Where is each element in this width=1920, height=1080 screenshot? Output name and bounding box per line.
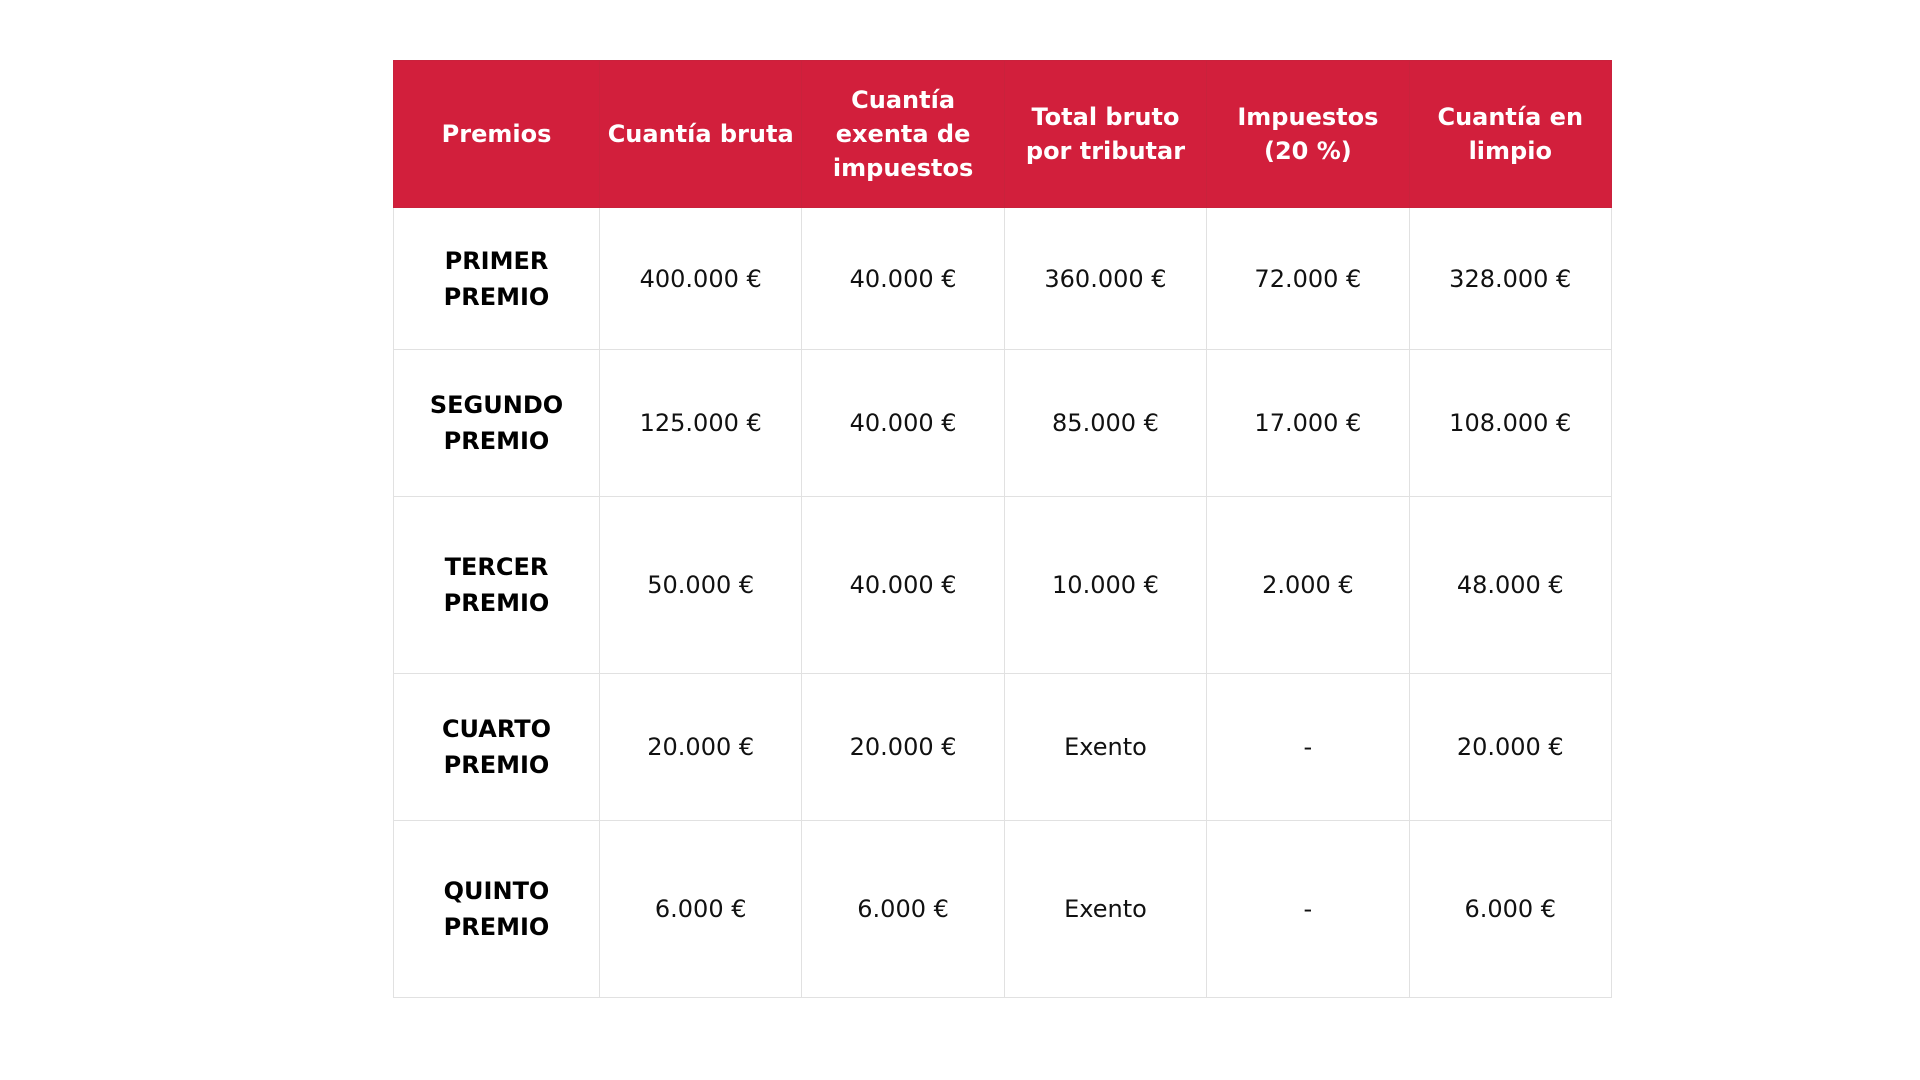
table-row xyxy=(394,497,1612,674)
taxable-amount-cell: 10.000 € xyxy=(1004,497,1206,674)
tax-cell: 2.000 € xyxy=(1207,497,1409,674)
exempt-amount-cell: 20.000 € xyxy=(802,674,1004,821)
exempt-amount-cell: 40.000 € xyxy=(802,350,1004,497)
header-cuantia-exenta: Cuantía exenta de impuestos xyxy=(802,61,1004,208)
net-amount-cell: 48.000 € xyxy=(1409,497,1611,674)
tax-cell: 72.000 € xyxy=(1207,208,1409,350)
exempt-amount-cell: 40.000 € xyxy=(802,208,1004,350)
net-amount-cell: 108.000 € xyxy=(1409,350,1611,497)
gross-amount-cell: 50.000 € xyxy=(600,497,802,674)
table-header xyxy=(394,61,1612,208)
gross-amount-cell: 6.000 € xyxy=(600,821,802,998)
exempt-amount-cell: 6.000 € xyxy=(802,821,1004,998)
header-cuantia-bruta: Cuantía bruta xyxy=(600,61,802,208)
header-impuestos: Impuestos (20 %) xyxy=(1207,61,1409,208)
taxable-amount-cell: Exento xyxy=(1004,674,1206,821)
table-row xyxy=(394,350,1612,497)
prize-name-cell: TERCER PREMIO xyxy=(394,497,600,674)
header-total-bruto: Total bruto por tributar xyxy=(1004,61,1206,208)
net-amount-cell: 6.000 € xyxy=(1409,821,1611,998)
prize-name-cell: SEGUNDO PREMIO xyxy=(394,350,600,497)
gross-amount-cell: 20.000 € xyxy=(600,674,802,821)
prize-name-cell: CUARTO PREMIO xyxy=(394,674,600,821)
tax-cell: - xyxy=(1207,821,1409,998)
prize-name-cell: QUINTO PREMIO xyxy=(394,821,600,998)
tax-cell: 17.000 € xyxy=(1207,350,1409,497)
header-row xyxy=(394,61,1612,208)
header-premios: Premios xyxy=(394,61,600,208)
taxable-amount-cell: Exento xyxy=(1004,821,1206,998)
table-row xyxy=(394,208,1612,350)
net-amount-cell: 20.000 € xyxy=(1409,674,1611,821)
table-body xyxy=(394,208,1612,998)
prize-name-cell: PRIMER PREMIO xyxy=(394,208,600,350)
tax-cell: - xyxy=(1207,674,1409,821)
exempt-amount-cell: 40.000 € xyxy=(802,497,1004,674)
gross-amount-cell: 400.000 € xyxy=(600,208,802,350)
gross-amount-cell: 125.000 € xyxy=(600,350,802,497)
net-amount-cell: 328.000 € xyxy=(1409,208,1611,350)
prizes-table xyxy=(393,60,1612,998)
table-row xyxy=(394,674,1612,821)
table-row xyxy=(394,821,1612,998)
taxable-amount-cell: 360.000 € xyxy=(1004,208,1206,350)
header-cuantia-limpio: Cuantía en limpio xyxy=(1409,61,1611,208)
taxable-amount-cell: 85.000 € xyxy=(1004,350,1206,497)
